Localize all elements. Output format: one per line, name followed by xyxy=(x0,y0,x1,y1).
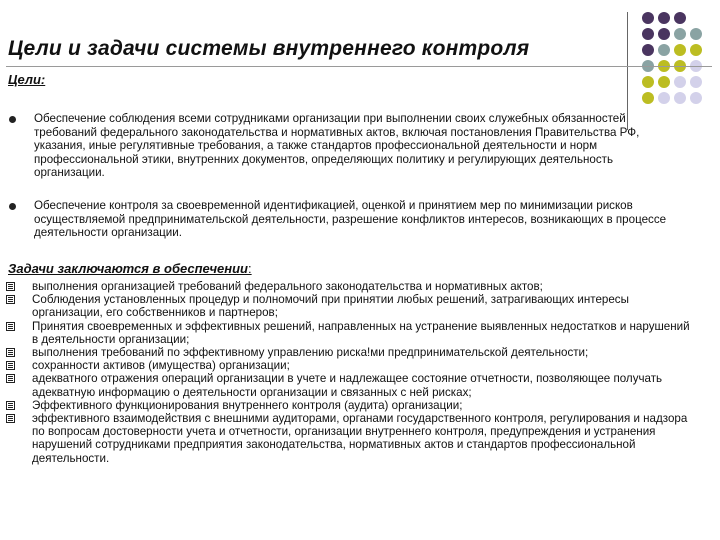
decorative-dot xyxy=(658,12,670,24)
decorative-dot xyxy=(690,28,702,40)
task-item xyxy=(5,399,695,412)
decorative-dot xyxy=(642,28,654,40)
round-bullet-icon xyxy=(9,116,16,123)
task-text: выполнения требований по эффективному управлению риска!ми предпринимательской деятельности; xyxy=(32,346,589,360)
square-bullet-icon xyxy=(6,348,15,357)
square-bullet-icon xyxy=(6,401,15,410)
task-item xyxy=(5,280,695,293)
task-item xyxy=(5,346,695,359)
square-bullet-icon xyxy=(6,282,15,291)
decorative-dot xyxy=(690,92,702,104)
square-bullet-icon xyxy=(6,361,15,370)
tasks-heading-text: Задачи заключаются в обеспечении xyxy=(8,261,248,276)
task-item xyxy=(5,293,695,319)
decorative-dot xyxy=(674,28,686,40)
decorative-dot xyxy=(674,44,686,56)
decorative-dot xyxy=(642,44,654,56)
decorative-dot xyxy=(674,76,686,88)
task-text: сохранности активов (имущества) организации; xyxy=(32,359,290,373)
decorative-dot xyxy=(642,92,654,104)
task-text: эффективного взаимодействия с внешними аудиторами, органами государственного контроля, регулирования и надзора по вопросам достоверности учета и отчетности, организации внутреннего контроля, предупреждения и устранения нарушений сотрудниками предприятия законодательства, нормативных актов и стандартов профессиональной деятельности. xyxy=(32,412,688,465)
square-bullet-icon xyxy=(6,322,15,331)
round-bullet-icon xyxy=(9,203,16,210)
task-text: Принятия своевременных и эффективных решений, направленных на устранение выявленных недостатков и нарушений в деятельности организации; xyxy=(32,319,690,346)
task-item xyxy=(5,320,695,346)
tasks-list xyxy=(5,280,695,465)
decorative-dot xyxy=(658,44,670,56)
square-bullet-icon xyxy=(6,374,15,383)
task-item xyxy=(5,359,695,372)
decorative-dot xyxy=(674,92,686,104)
decorative-dot xyxy=(658,28,670,40)
task-text: выполнения организацией требований федерального законодательства и нормативных актов; xyxy=(32,280,543,293)
decorative-dot-grid xyxy=(0,0,720,130)
slide-title: Цели и задачи системы внутреннего контроля xyxy=(8,37,530,60)
decorative-dot xyxy=(642,12,654,24)
task-item xyxy=(5,372,695,398)
tasks-heading xyxy=(8,261,252,276)
decorative-dot xyxy=(674,12,686,24)
decorative-dot xyxy=(658,92,670,104)
goal-text: Обеспечение контроля за своевременной идентификацией, оценкой и принятием мер по минимизации рисков осуществляемой предпринимательской деятельности, разрешение конфликтов интересов, возникающих в процессе деятельности организации. xyxy=(34,199,667,240)
square-bullet-icon xyxy=(6,295,15,304)
goal-text: Обеспечение соблюдения всеми сотрудниками организации при выполнении своих служебных обязанностей требований федерального законодательства и нормативных актов, включая постановления Правительства РФ, указания, иные регулятивные требования, а также стандартов профессиональной деятельности и норм профессиональной этики, внутренних документов, определяющих политику и регулирующих деятельность организации. xyxy=(34,112,640,180)
decorative-dot xyxy=(642,76,654,88)
tasks-heading-colon: : xyxy=(248,261,252,276)
decorative-dot xyxy=(658,76,670,88)
title-divider xyxy=(6,66,712,67)
task-text: адекватного отражения операций организации в учете и надлежащее состояние отчетности, позволяющее получать адекватную информацию о деятельности организации и связанных с ней рисках; xyxy=(32,372,663,399)
decorative-dot xyxy=(690,44,702,56)
task-text: Соблюдения установленных процедур и полномочий при принятии любых решений, затрагивающих интересы организации, его собственников и партнеров; xyxy=(32,293,629,320)
goals-heading: Цели: xyxy=(8,72,46,87)
decorative-dot xyxy=(690,76,702,88)
task-text: Эффективного функционирования внутреннего контроля (аудита) организации; xyxy=(32,398,463,412)
task-item xyxy=(5,412,695,465)
square-bullet-icon xyxy=(6,414,15,423)
